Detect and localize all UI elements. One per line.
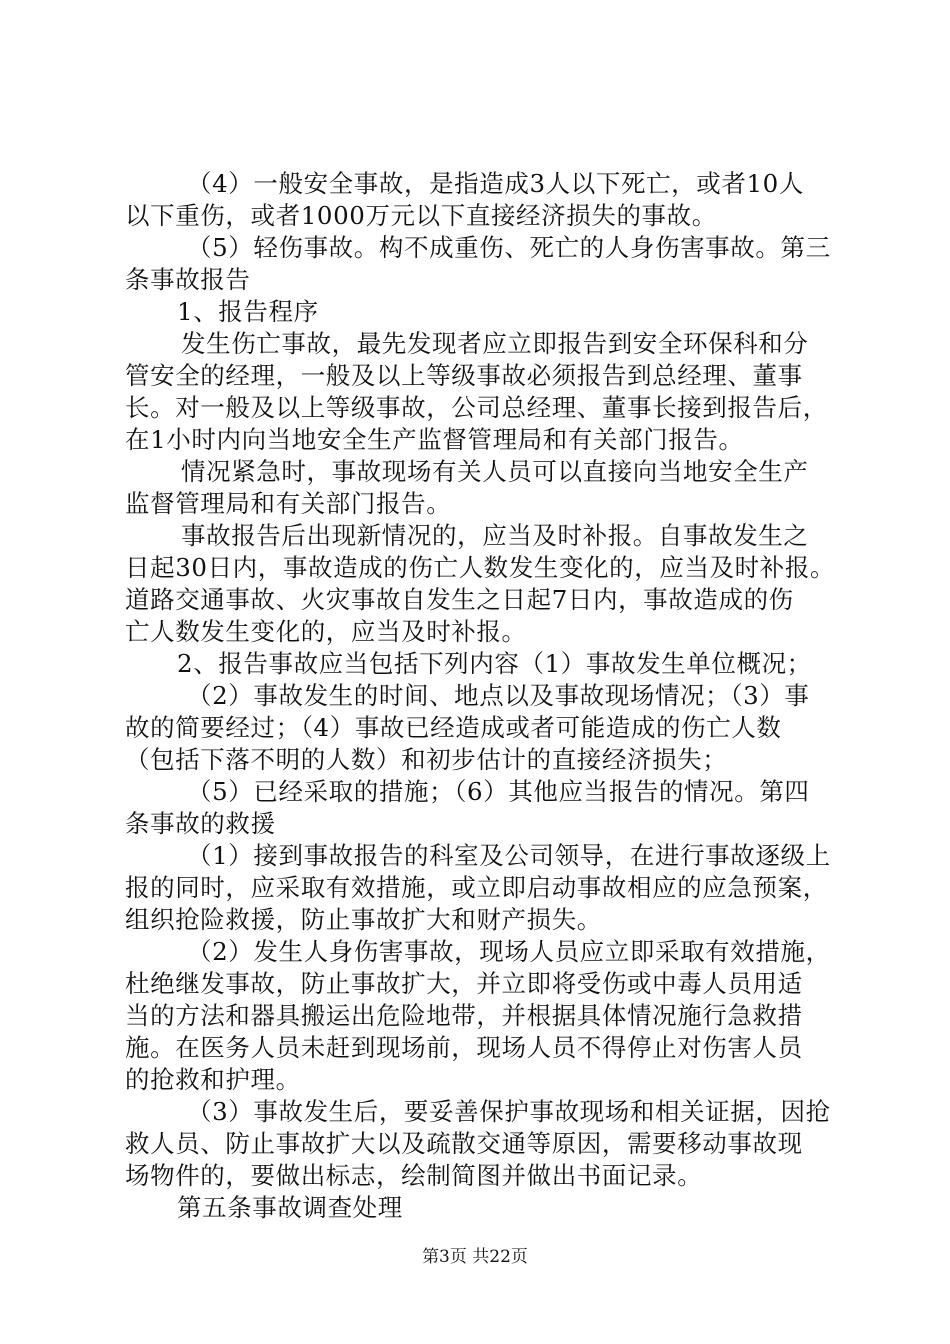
text-line: 条事故报告 (125, 265, 251, 294)
text-line: 长。对一般及以上等级事故，公司总经理、董事长接到报告后， (125, 393, 828, 422)
text-line: 组织抢险救援，防止事故扩大和财产损失。 (125, 905, 602, 934)
text-line: （5）已经采取的措施；（6）其他应当报告的情况。第四 (187, 777, 810, 806)
text-line: 日起30日内，事故造成的伤亡人数发生变化的，应当及时补报。 (125, 553, 836, 582)
text-line: 条事故的救援 (125, 809, 276, 838)
text-line: 杜绝继发事故，防止事故扩大，并立即将受伤或中毒人员用适 (125, 969, 803, 998)
text-line: 的抢救和护理。 (125, 1065, 301, 1094)
text-line: 在1小时内向当地安全生产监督管理局和有关部门报告。 (125, 425, 744, 454)
text-line: 场物件的，要做出标志，绘制简图并做出书面记录。 (125, 1161, 703, 1190)
text-line: （4）一般安全事故，是指造成3人以下死亡，或者10人 (187, 169, 804, 198)
text-line: （1）接到事故报告的科室及公司领导，在进行事故逐级上 (187, 841, 831, 870)
text-line: 2、报告事故应当包括下列内容（1）事故发生单位概况； (177, 649, 812, 678)
text-line: 管安全的经理，一般及以上等级事故必须报告到总经理、董事 (125, 361, 803, 390)
text-line: （包括下落不明的人数）和初步估计的直接经济损失； (125, 745, 728, 774)
page-number-label: 第3页 共22页 (422, 1247, 528, 1267)
text-line: 施。在医务人员未赶到现场前，现场人员不得停止对伤害人员 (125, 1033, 803, 1062)
text-line: 报的同时，应采取有效措施，或立即启动事故相应的应急预案， (125, 873, 828, 902)
text-line: 故的简要经过；（4）事故已经造成或者可能造成的伤亡人数 (125, 713, 782, 742)
text-line: 发生伤亡事故，最先发现者应立即报告到安全环保科和分 (181, 329, 809, 358)
page-footer (0, 1242, 950, 1267)
text-line: 亡人数发生变化的，应当及时补报。 (125, 617, 527, 646)
text-line: 救人员、防止事故扩大以及疏散交通等原因，需要移动事故现 (125, 1129, 803, 1158)
text-line: 监督管理局和有关部门报告。 (125, 489, 452, 518)
text-line: 道路交通事故、火灾事故自发生之日起7日内，事故造成的伤 (125, 585, 794, 614)
text-line: 1、报告程序 (177, 297, 319, 326)
text-line: 情况紧急时，事故现场有关人员可以直接向当地安全生产 (181, 457, 809, 486)
text-line: 事故报告后出现新情况的，应当及时补报。自事故发生之 (181, 521, 809, 550)
text-line: （3）事故发生后，要妥善保护事故现场和相关证据，因抢 (187, 1097, 831, 1126)
text-line: 当的方法和器具搬运出危险地带，并根据具体情况施行急救措 (125, 1001, 803, 1030)
text-line: 第五条事故调查处理 (177, 1193, 403, 1222)
text-line: （5）轻伤事故。构不成重伤、死亡的人身伤害事故。第三 (187, 233, 831, 262)
text-line: （2）发生人身伤害事故，现场人员应立即采取有效措施， (187, 937, 831, 966)
text-line: （2）事故发生的时间、地点以及事故现场情况；（3）事 (187, 681, 810, 710)
document-body (125, 168, 845, 1224)
text-line: 以下重伤，或者1000万元以下直接经济损失的事故。 (125, 201, 717, 230)
